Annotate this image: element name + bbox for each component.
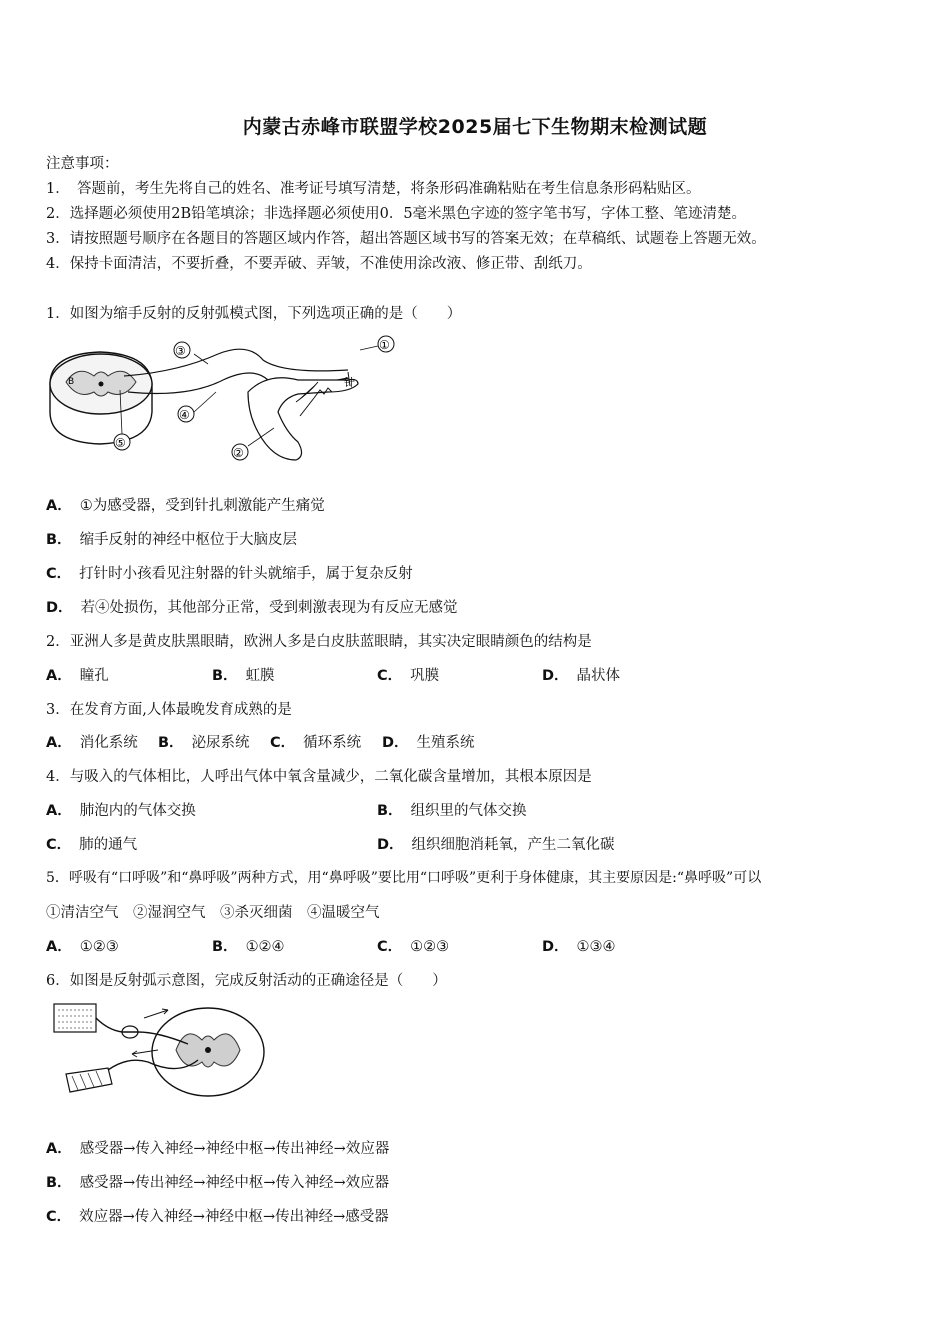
option-c: C． 打针时小孩看见注射器的针头就缩手，属于复杂反射 bbox=[46, 566, 413, 582]
figure-label-2: ② bbox=[233, 446, 244, 460]
option-a: A． 消化系统 bbox=[46, 735, 138, 751]
option-c: C． 效应器→传入神经→神经中枢→传出神经→感受器 bbox=[46, 1209, 389, 1225]
figure-label-4: ④ bbox=[179, 408, 190, 422]
option-b: B． 缩手反射的神经中枢位于大脑皮层 bbox=[46, 532, 298, 548]
question-5-choices: ①清洁空气 ②湿润空气 ③杀灭细菌 ④温暖空气 bbox=[46, 905, 380, 921]
question-3-stem: 3．在发育方面,人体最晚发育成熟的是 bbox=[46, 702, 292, 718]
figure-label-5: ⑤ bbox=[115, 436, 126, 450]
option-b: B． 虹膜 bbox=[212, 668, 275, 684]
option-a: A． 感受器→传入神经→神经中枢→传出神经→效应器 bbox=[46, 1141, 390, 1157]
option-d: D． 若④处损伤，其他部分正常，受到刺激表现为有反应无感觉 bbox=[46, 600, 458, 616]
question-4-stem: 4．与吸入的气体相比，人呼出气体中氧含量减少，二氧化碳含量增加，其根本原因是 bbox=[46, 769, 592, 785]
page-title: 内蒙古赤峰市联盟学校2025届七下生物期末检测试题 bbox=[242, 116, 708, 138]
notice-item: 1． 答题前，考生先将自己的姓名、准考证号填写清楚，将条形码准确粘贴在考生信息条形码粘贴区。 bbox=[46, 181, 701, 197]
option-b: B． 感受器→传出神经→神经中枢→传入神经→效应器 bbox=[46, 1175, 390, 1191]
option-a: A． 瞳孔 bbox=[46, 668, 109, 684]
figure-label-needle: 针 bbox=[344, 376, 355, 389]
option-a: A． 肺泡内的气体交换 bbox=[46, 803, 196, 819]
option-c: C． 肺的通气 bbox=[46, 837, 138, 853]
option-c: C． 巩膜 bbox=[377, 668, 440, 684]
option-c: C． 循环系统 bbox=[270, 735, 362, 751]
option-b: B． ①②④ bbox=[212, 939, 285, 955]
option-d: D． ①③④ bbox=[542, 939, 616, 955]
question-2-stem: 2．亚洲人多是黄皮肤黑眼睛，欧洲人多是白皮肤蓝眼睛，其实决定眼睛颜色的结构是 bbox=[46, 634, 592, 650]
reflex-arc-figure-1 bbox=[48, 332, 408, 468]
notice-item: 2．选择题必须使用2B铅笔填涂；非选择题必须使用0．5毫米黑色字迹的签字笔书写，字体工整、笔迹清楚。 bbox=[46, 206, 747, 222]
question-6-stem: 6．如图是反射弧示意图，完成反射活动的正确途径是（ ） bbox=[46, 973, 447, 989]
option-b: B． 泌尿系统 bbox=[158, 735, 250, 751]
option-a: A． ①②③ bbox=[46, 939, 119, 955]
question-1-stem: 1．如图为缩手反射的反射弧模式图，下列选项正确的是（ ） bbox=[46, 306, 462, 322]
option-b: B． 组织里的气体交换 bbox=[377, 803, 527, 819]
notice-heading: 注意事项： bbox=[46, 156, 119, 172]
notice-item: 3．请按照题号顺序在各题目的答题区域内作答，超出答题区域书写的答案无效；在草稿纸、试题卷上答题无效。 bbox=[46, 231, 766, 247]
figure-label-b: B bbox=[68, 377, 75, 387]
option-d: D． 组织细胞消耗氧，产生二氧化碳 bbox=[377, 837, 615, 853]
figure-label-3: ③ bbox=[175, 344, 186, 358]
option-d: D． 生殖系统 bbox=[382, 735, 475, 751]
option-c: C． ①②③ bbox=[377, 939, 450, 955]
reflex-arc-figure-2 bbox=[48, 1000, 270, 1112]
option-a: A． ①为感受器，受到针扎刺激能产生痛觉 bbox=[46, 498, 325, 514]
question-5-stem: 5．呼吸有“口呼吸”和“鼻呼吸”两种方式，用“鼻呼吸”要比用“口呼吸”更利于身体健康，其主要原因是:“鼻呼吸”可以 bbox=[46, 870, 762, 886]
option-d: D． 晶状体 bbox=[542, 668, 621, 684]
figure-label-1: ① bbox=[379, 338, 390, 352]
notice-item: 4．保持卡面清洁，不要折叠，不要弄破、弄皱，不准使用涂改液、修正带、刮纸刀。 bbox=[46, 256, 592, 272]
